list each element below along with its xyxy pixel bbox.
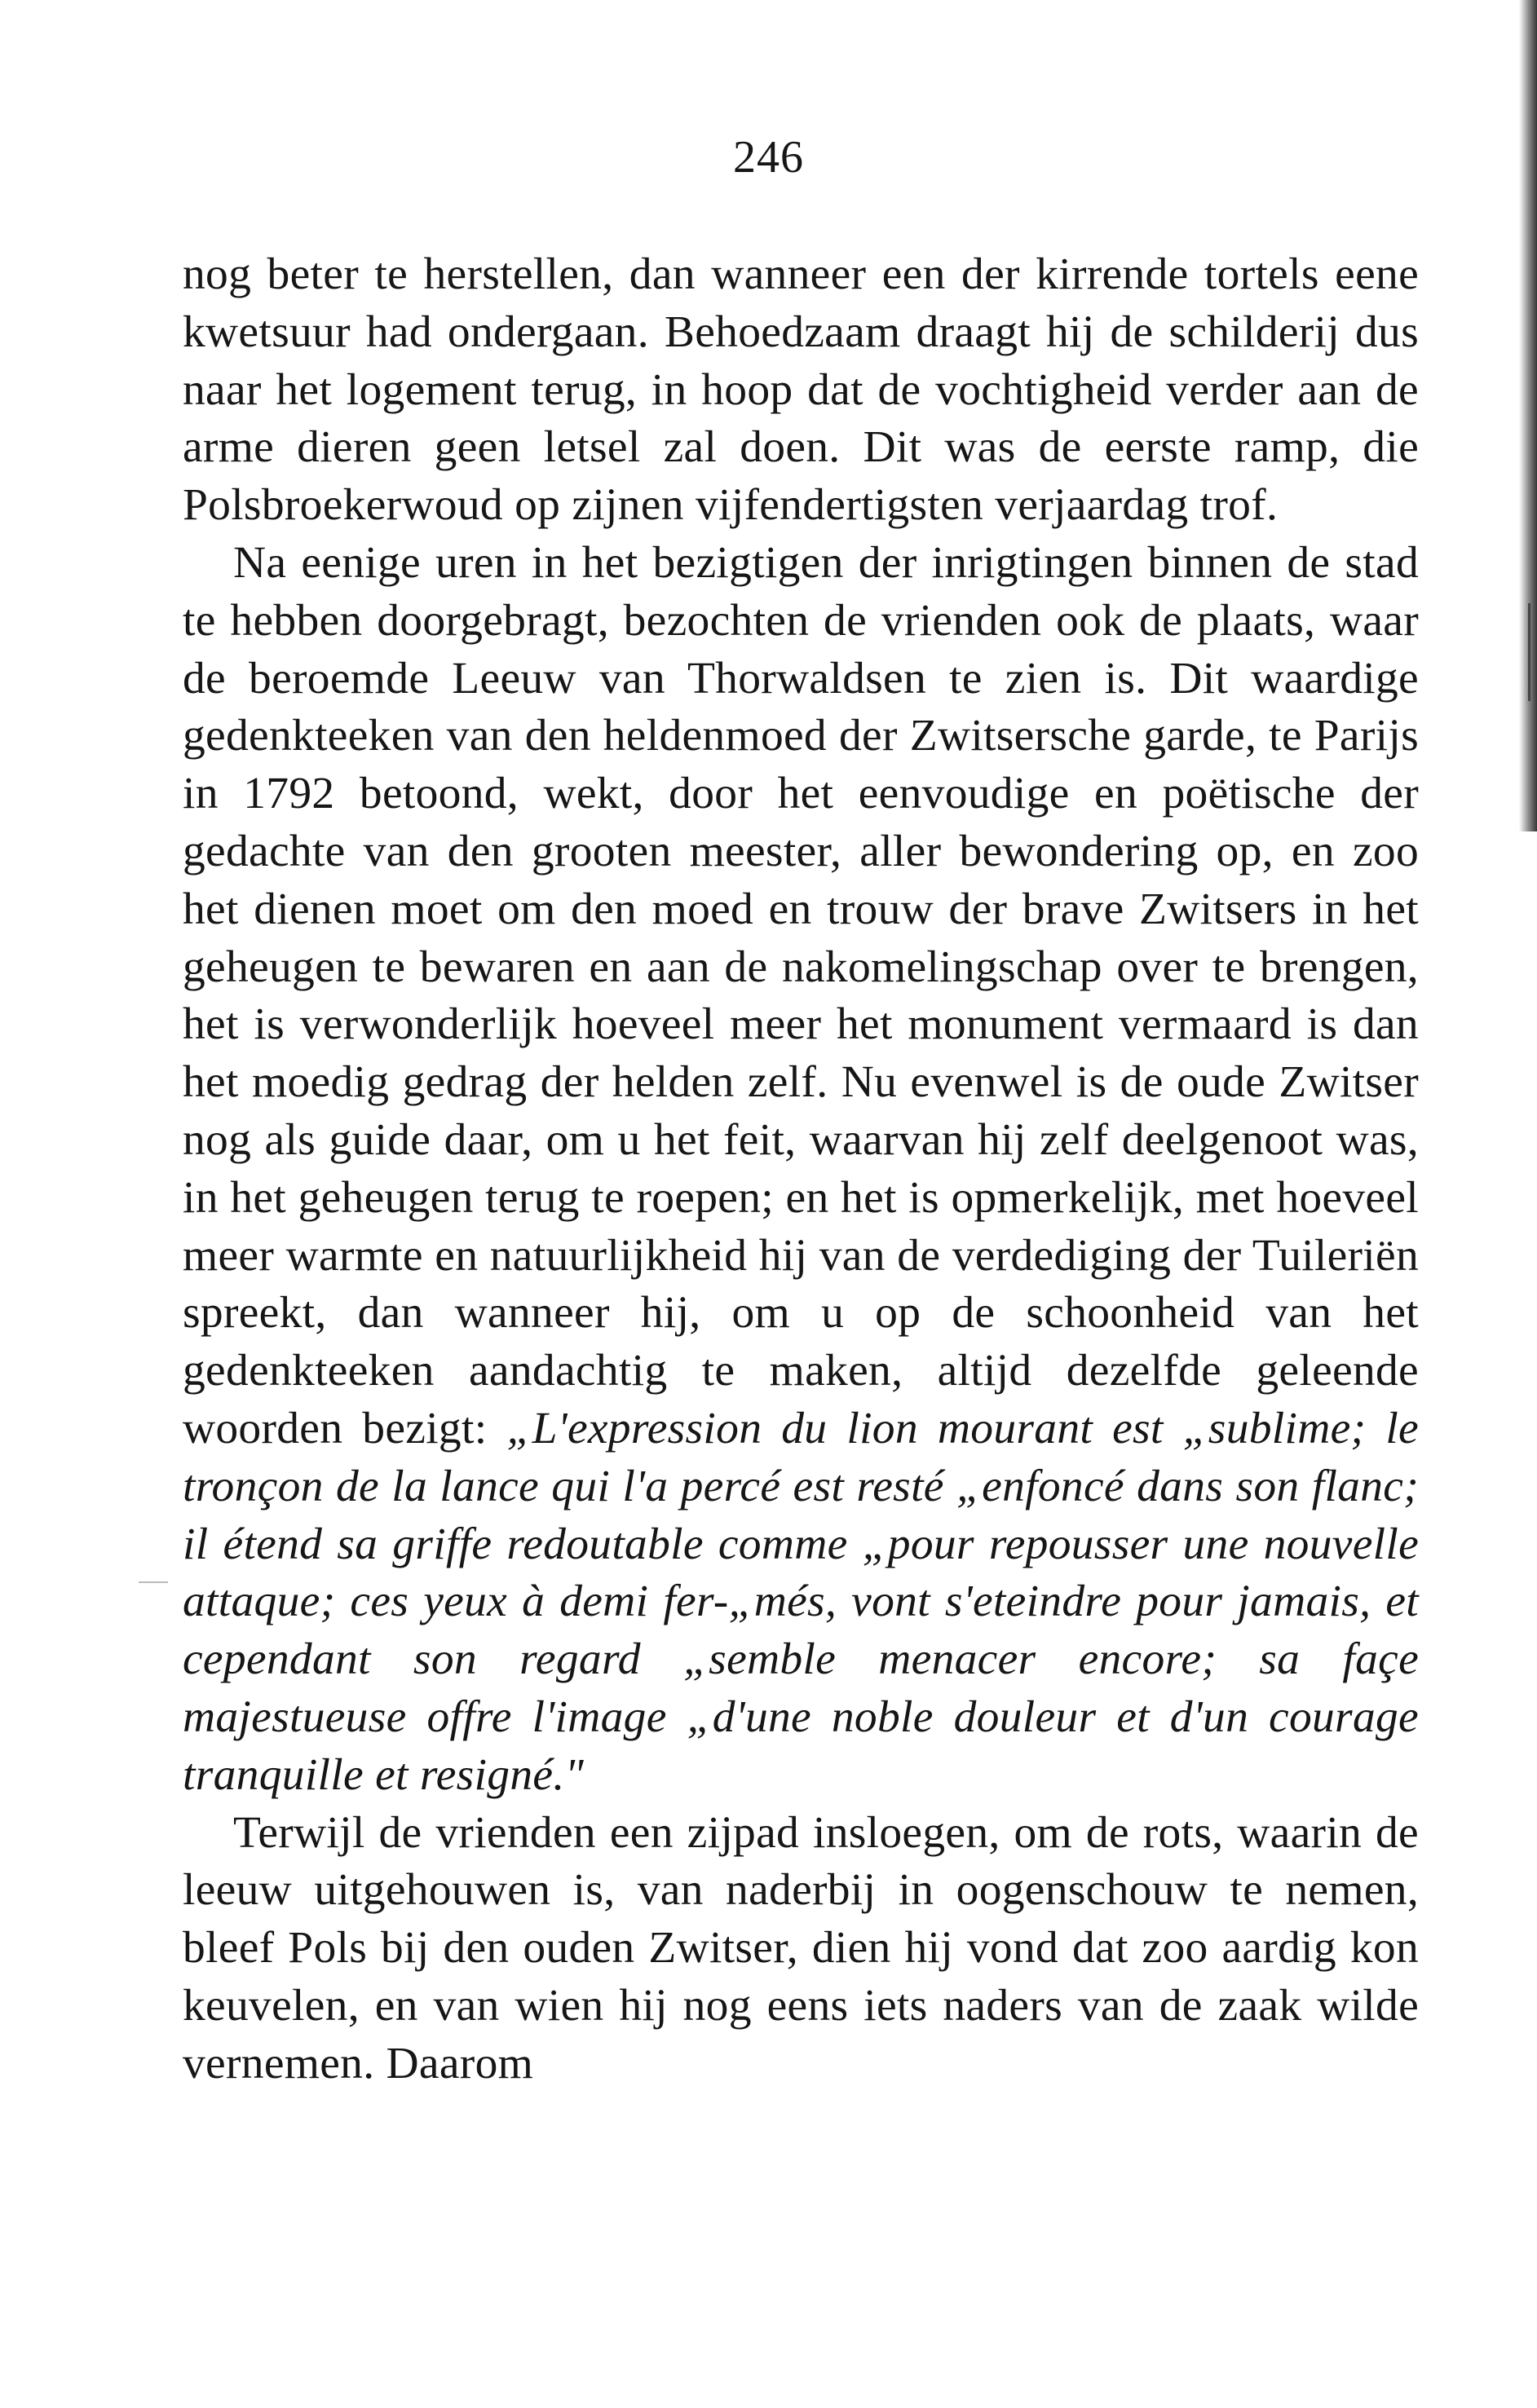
page-edge-mark bbox=[1528, 603, 1530, 701]
page-number: 246 bbox=[733, 132, 804, 183]
margin-mark bbox=[139, 1581, 168, 1583]
paragraph-2-text: Na eenige uren in het bezigtigen der inrigtingen binnen de stad te hebben doorgebragt, bezochten de vrienden ook de plaats, waar de beroemde Leeuw van Thorwaldsen te zien is. Dit waardige gedenkteeken van den heldenmoed der Zwitsersche garde, te Parijs in 1792 betoond, wekt, door het eenvoudige en poëtische der gedachte van den grooten meester, aller bewondering op, en zoo het dienen moet om den moed en trouw der brave Zwitsers in het geheugen te bewaren en aan de nakomelingschap over te brengen, het is verwonderlijk hoeveel meer het monument vermaard is dan het moedig gedrag der helden zelf. Nu evenwel is de oude Zwitser nog als guide daar, om u het feit, waarvan hij zelf deelgenoot was, in het geheugen terug te roepen; en het is opmerkelijk, met hoeveel meer warmte en natuurlijkheid hij van de verdediging der Tuileriën spreekt, dan wanneer hij, om u op de schoonheid van het gedenkteeken aandachtig te maken, altijd dezelfde geleende woorden bezigt: bbox=[183, 537, 1419, 1453]
paragraph-3: Terwijl de vrienden een zijpad insloegen, om de rots, waarin de leeuw uitgehouwen is, van naderbij in oogenschouw te nemen, bleef Pols bij den ouden Zwitser, dien hij vond dat zoo aardig kon keuvelen, en van wien hij nog eens iets naders van de zaak wilde vernemen. Daarom bbox=[183, 1807, 1419, 2088]
paragraph-1: nog beter te herstellen, dan wanneer een der kirrende tortels eene kwetsuur had ondergaan. Behoedzaam draagt hij de schilderij dus naar het logement terug, in hoop dat de vochtigheid verder aan de arme dieren geen letsel zal doen. Dit was de eerste ramp, die Polsbroekerwoud op zijnen vijfendertigsten verjaardag trof. bbox=[183, 249, 1419, 531]
french-quotation: „L'expression du lion mourant est „sublime; le tronçon de la lance qui l'a percé est resté „enfoncé dans son flanc; il étend sa griffe redoutable comme „pour repousser une nouvelle attaque; ces yeux à demi fer-„més, vont s'eteindre pour jamais, et cependant son regard „semble menacer encore; sa façe majestueuse offre l'image „d'une noble douleur et d'un courage tranquille et resigné." bbox=[183, 1403, 1419, 1800]
paragraph-2 bbox=[183, 535, 1419, 1805]
body-text bbox=[183, 246, 1419, 2093]
page-edge-shadow bbox=[1519, 0, 1537, 831]
